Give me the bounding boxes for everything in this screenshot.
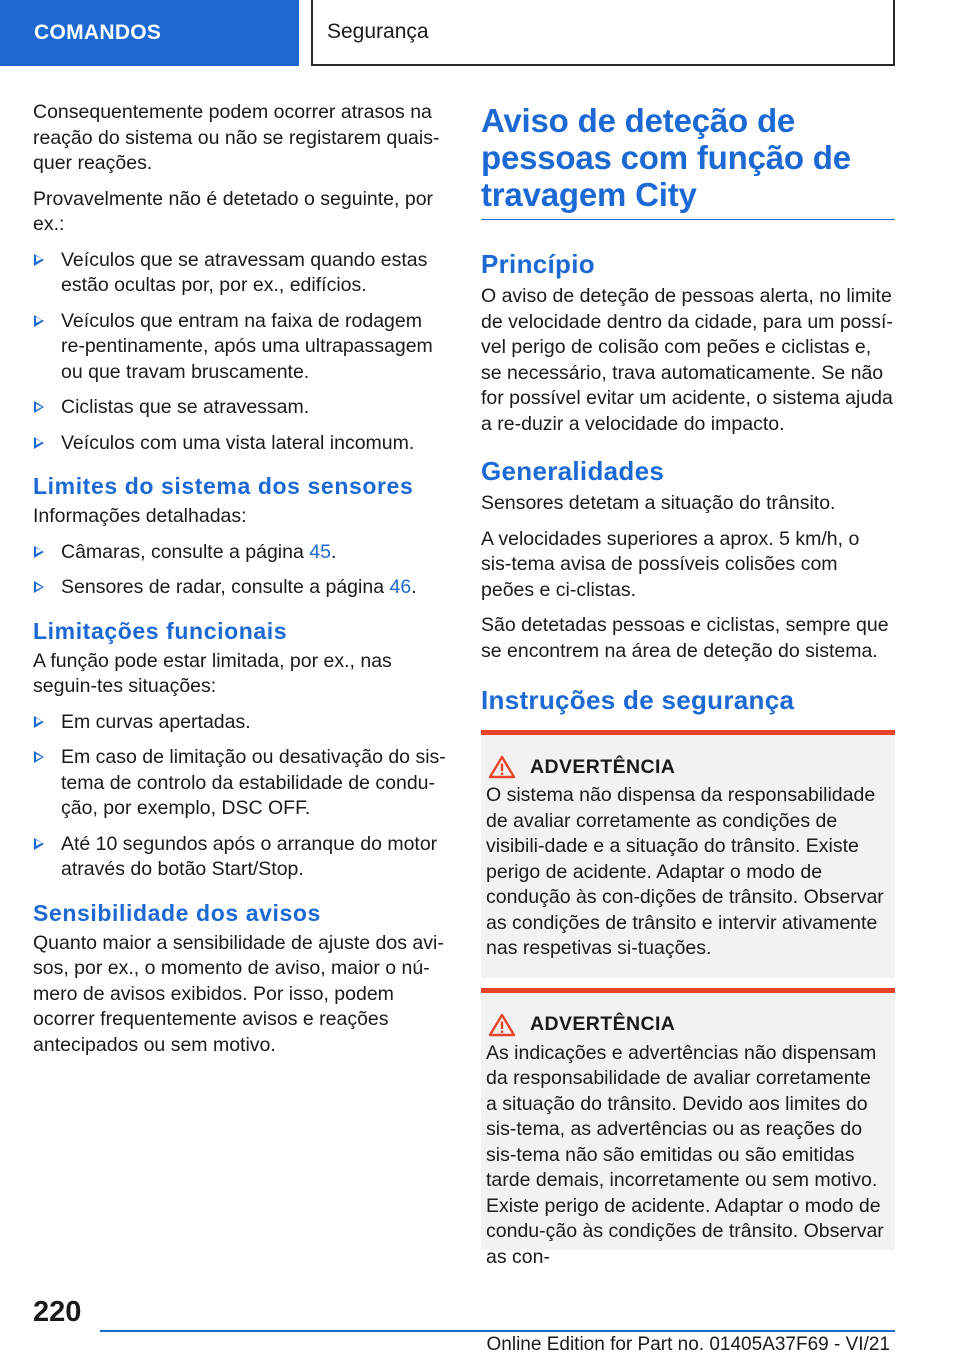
warning-triangle-icon [488,1013,516,1037]
section-header [311,0,895,66]
bullet-triangle-icon [34,254,44,266]
warning-box-1 [481,730,895,978]
warning-box-2 [481,988,895,1268]
bullet-triangle-icon [34,437,44,449]
list-item: Veículos com uma vista lateral incomum. [33,431,447,457]
bullet-triangle-icon [34,716,44,728]
heading-warning-sensitivity: Sensibilidade dos avisos [33,899,321,926]
page-number: 220 [33,1296,82,1328]
general-paragraph-2: A velocidades superiores a aprox. 5 km/h, o sis-tema avisa de possíveis colisões com peões e ci-clistas. [481,527,860,601]
left-column [33,100,447,1068]
heading-principle: Princípio [481,249,595,279]
right-column [481,100,895,1268]
func-list [33,710,447,883]
bullet-triangle-icon [34,546,44,558]
sensitivity-paragraph: Quanto maior a sensibilidade de ajuste dos avi-sos, por ex., o momento de aviso, maior o nú-mero de avisos exibidos. Por isso, podem ocorrer frequentemente avisos e reações antecipados ou sem motivo. [33,931,444,1056]
limits-list [33,540,447,601]
bullet-triangle-icon [34,838,44,850]
intro-paragraph-2: Provavelmente não é detetado o seguinte, por ex.: [33,187,434,235]
warning-title: ADVERTÊNCIA [530,1013,676,1035]
list-item: Veículos que se atravessam quando estas estão ocultas por, por ex., edifícios. [33,248,447,299]
heading-safety: Instruções de segurança [481,685,795,715]
list-item: Sensores de radar, consulte a página 46. [33,575,447,601]
chapter-tab [0,0,299,66]
list-item: Até 10 segundos após o arranque do motor através do botão Start/Stop. [33,832,447,883]
bullet-triangle-icon [34,401,44,413]
warning-title: ADVERTÊNCIA [530,755,676,778]
footer-divider [100,1330,895,1332]
list-item: Em curvas apertadas. [33,710,447,736]
heading-sensor-limits: Limites do sistema dos sensores [33,473,414,499]
warning-text: O sistema não dispensa da responsabilidade de avaliar corretamente as condições de visibili-dade e a situação do trânsito. Existe perigo de acidente. Adaptar o modo de condução às con-dições de trânsito. Observar as condições de trânsito e intervir ativamente nas respetivas si-tuações. [486,784,884,959]
func-intro: A função pode estar limitada, por ex., nas seguin-tes situações: [33,649,392,697]
principle-paragraph: O aviso de deteção de pessoas alerta, no limite de velocidade dentro da cidade, para um possí-vel perigo de colisão com peões e ciclistas e, se necessário, trava automaticamente. Se não for possível evitar um acidente, o sistema ajuda a re-duzir a velocidade do impacto. [481,285,893,435]
warning-triangle-icon [488,755,516,779]
list-item: Ciclistas que se atravessam. [33,395,447,421]
general-paragraph-1: Sensores detetam a situação do trânsito. [481,492,836,514]
section-title: Segurança [327,20,429,43]
list-item: Câmaras, consulte a página 45. [33,540,447,566]
undetected-list [33,248,447,457]
list-item: Em caso de limitação ou desativação do sis-tema de controlo da estabilidade de condu-ção, por exemplo, DSC OFF. [33,745,447,822]
chapter-title: Aviso de deteção de pessoas com função de travagem City [481,102,895,220]
bullet-triangle-icon [34,581,44,593]
page-link-45[interactable]: 45 [309,540,331,563]
edition-info: Online Edition for Part no. 01405A37F69 - VI/21 [486,1334,890,1355]
general-paragraph-3: São detetadas pessoas e ciclistas, sempre que se encontrem na área de deteção do sistema. [481,614,889,662]
intro-paragraph-1: Consequentemente podem ocorrer atrasos na reação do sistema ou não se registarem quais-quer reações. [33,101,440,174]
limits-intro: Informações detalhadas: [33,505,247,527]
page-link-46[interactable]: 46 [389,576,412,598]
bullet-triangle-icon [34,315,44,327]
heading-functional-limits: Limitações funcionais [33,617,288,644]
warning-text: As indicações e advertências não dispensam da responsabilidade de avaliar corretamente a situação do trânsito. Devido aos limites do sis-tema, as advertências ou as reações do sis-tema não são emitidas ou são emitidas tarde demais, incorretamente ou sem motivo. Existe perigo de acidente. Adaptar o modo de condu-ção às condições de trânsito. Observar as con- [486,1041,884,1268]
list-item: Veículos que entram na faixa de rodagem re-pentinamente, após uma ultrapassagem ou que travam bruscamente. [33,309,447,386]
bullet-triangle-icon [34,751,44,763]
chapter-tab-label: COMANDOS [34,21,162,44]
heading-general: Generalidades [481,456,665,486]
